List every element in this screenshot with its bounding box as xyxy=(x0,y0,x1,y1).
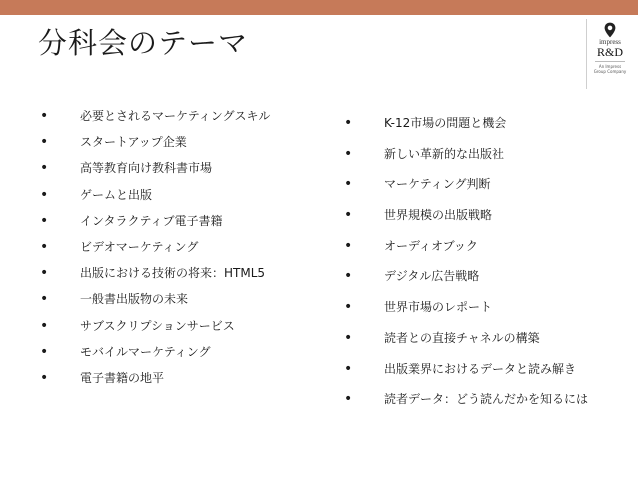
bullet: • xyxy=(344,391,353,408)
list-item-text: 出版における技術の将来：HTML5 xyxy=(80,266,266,281)
list-item-text: スタートアップ企業 xyxy=(80,135,187,150)
bullet: • xyxy=(40,212,49,229)
top-accent-bar xyxy=(0,0,638,15)
list-item-text: サブスクリプションサービス xyxy=(80,318,235,333)
list-item-text: インタラクティブ電子書籍 xyxy=(80,213,223,228)
bullet: • xyxy=(344,268,353,285)
list-item-text: 一般書出版物の未来 xyxy=(80,292,189,307)
bullet: • xyxy=(40,160,49,177)
slide-title: 分科会のテーマ xyxy=(38,26,249,60)
list-item-text: 世界市場のレポート xyxy=(384,300,493,315)
impress-rd-logo xyxy=(586,19,633,89)
list-item-text: モバイルマーケティング xyxy=(80,344,211,359)
bullet: • xyxy=(40,134,49,151)
location-pin-icon xyxy=(604,22,616,38)
bullet: • xyxy=(40,291,49,308)
bullet: • xyxy=(344,237,353,254)
bullet: • xyxy=(344,299,353,316)
logo-subtitle-line-2: Group Company xyxy=(593,69,627,74)
bullet: • xyxy=(40,343,49,360)
bullet: • xyxy=(40,108,49,124)
bullet: • xyxy=(40,265,49,282)
list-item-text: 必要とされるマーケティングスキル xyxy=(80,109,271,123)
bullet: • xyxy=(344,176,353,193)
list-item-text: デジタル広告戦略 xyxy=(384,269,480,284)
bullet: • xyxy=(344,145,353,162)
list-item-text: 電子書籍の地平 xyxy=(80,370,165,385)
list-item-text: 読者との直接チャネルの構築 xyxy=(384,330,540,345)
bullet: • xyxy=(344,115,353,131)
list-item-text: ビデオマーケティング xyxy=(80,239,199,254)
logo-subtitle-line-1: An Impress xyxy=(598,64,622,69)
list-item-text: マーケティング判断 xyxy=(384,177,491,192)
logo-divider xyxy=(595,61,625,62)
list-item-text: 世界規模の出版戦略 xyxy=(384,208,493,223)
list-item-text: 高等教育向け教科書市場 xyxy=(80,161,213,176)
bullet: • xyxy=(40,238,49,255)
bullet: • xyxy=(40,317,49,334)
bullet: • xyxy=(344,329,353,346)
list-item-text: ゲームと出版 xyxy=(80,187,153,202)
list-item-text: オーディオブック xyxy=(384,238,478,253)
logo-name: impress xyxy=(599,38,621,46)
bullet: • xyxy=(344,360,353,377)
list-item-text: K-12市場の問題と機会 xyxy=(384,116,507,130)
list-item-text: 出版業界におけるデータと読み解き xyxy=(384,361,577,376)
bullet: • xyxy=(40,369,49,386)
bullet: • xyxy=(40,186,49,203)
list-item-text: 新しい革新的な出版社 xyxy=(384,146,505,161)
bullet: • xyxy=(344,207,353,224)
logo-brand: R&D xyxy=(596,45,623,59)
list-item-text: 読者データ：どう読んだかを知るには xyxy=(384,392,589,407)
